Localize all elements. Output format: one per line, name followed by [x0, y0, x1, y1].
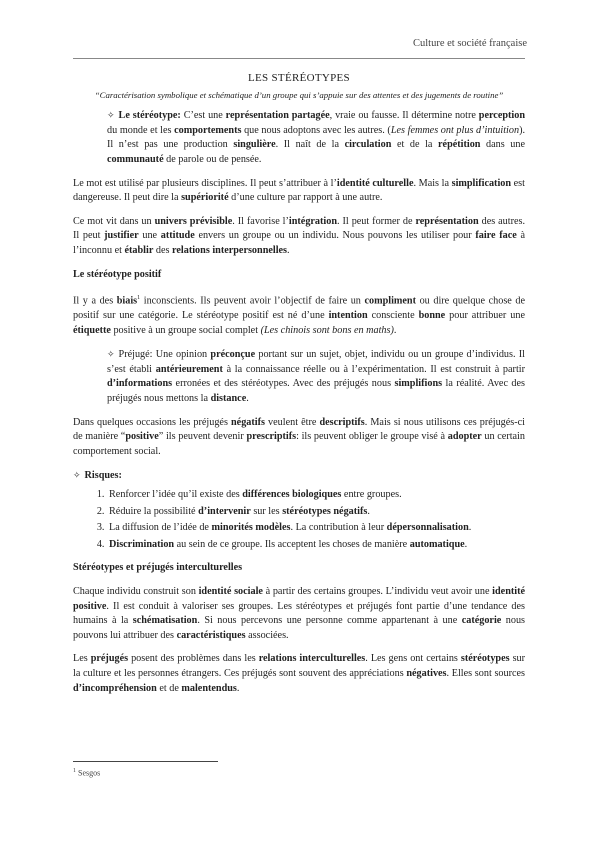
- list-item: 4. Discrimination au sein de ce groupe. Ils acceptent les choses de manière automatique.: [107, 538, 525, 553]
- definition-paragraph: ✧ Le stéréotype: C’est une représentation partagée, vraie ou fausse. Il détermine notre perception du monde et les comportements que nous adoptons avec les autres. (Les femmes ont plus d’intuition). Il n’est pas une production singulière. Il naît de la circulation et de la répétition dans une communauté de parole ou de pensée.: [107, 110, 526, 165]
- list-item: 1. Renforcer l’idée qu’il existe des différences biologiques entre groupes.: [107, 488, 525, 503]
- paragraph-universe: Ce mot vit dans un univers prévisible. Il favorise l’intégration. Il peut former de représentation des autres. Il peut justifier une attitude envers un groupe ou un individu. Nous pouvons les utiliser pour faire face à l’inconnu et établir des relations interpersonnelles.: [73, 215, 526, 256]
- diamond-bullet-icon: ✧: [73, 470, 81, 481]
- footnote: $^1$ Sesgos: [73, 768, 101, 778]
- section-heading-intercultural: Stéréotypes et préjugés interculturelles: [73, 562, 243, 574]
- header-divider: [73, 58, 525, 59]
- paragraph-descriptive: Dans quelques occasions les préjugés négatifs veulent être descriptifs. Mais si nous utilisons ces préjugés-ci de manière “positive” ils peuvent devenir prescriptifs: ils peuvent obliger le groupe visé à adopter un certain comportement social.: [73, 416, 525, 457]
- diamond-bullet-icon: ✧: [107, 110, 115, 121]
- paragraph-biases: Il y a des biais$^1$ inconscients. Ils peuvent avoir l’objectif de faire un compliment ou dire quelque chose de positif sur une catégorie. Le stéréotype positif est né d’une intention consciente bonne pour attribuer une étiquette positive à un groupe social complet (Les chinois sont bons en maths).: [73, 295, 526, 336]
- risks-label: ✧ Risques:: [73, 470, 122, 482]
- list-item: 2. Réduire la possibilité d’intervenir sur les stéréotypes négatifs.: [107, 505, 525, 520]
- footnote-ref: 1: [137, 295, 141, 302]
- paragraph-disciplines: Le mot est utilisé par plusieurs disciplines. Il peut s’attribuer à l’identité culturelle. Mais la simplification est dangereuse. Il peut dire la supériorité d’une culture par rapport à une autre.: [73, 177, 525, 204]
- document-body: [73, 71, 525, 705]
- page-title: LES STÉRÉOTYPES: [248, 72, 350, 84]
- section-heading-positive: Le stéréotype positif: [73, 268, 162, 280]
- page-header: Culture et société française: [413, 38, 527, 49]
- page-subtitle: “Caractérisation symbolique et schématique d’un groupe qui s’appuie sur des attentes et des jugements de routine”: [94, 89, 504, 100]
- footnote-divider: [73, 761, 218, 762]
- paragraph-intercultural-relations: Les préjugés posent des problèmes dans les relations interculturelles. Les gens ont certains stéréotypes sur la culture et les personnes étrangers. Ces préjugés sont souvent des appréciations négatives. Elles sont sources d’incompréhension et de malentendus.: [73, 653, 526, 694]
- prejudice-paragraph: ✧ Préjugé: Une opinion préconçue portant sur un sujet, objet, individu ou un groupe d’individus. Il s’est établi antérieurement à la connaissance réelle ou à l’expérimentation. Il est construit à partir d’informations erronées et des stéréotypes. Avec des préjugés nous simplifions la réalité. Avec des préjugés nous mettons la distance.: [107, 349, 525, 405]
- list-item: 3. La diffusion de l’idée de minorités modèles. La contribution à leur dépersonnalisation.: [107, 521, 525, 536]
- paragraph-social-identity: Chaque individu construit son identité sociale à partir des certains groupes. L’individu veut avoir une identité positive. Il est conduit à valoriser ses groupes. Les stéréotypes et préjugés font partie d’une tendance des humains à la schématisation. Si nous percevons une personne comme appartenant à une catégorie nous pouvons lui attribuer des caractéristiques associées.: [73, 586, 526, 641]
- diamond-bullet-icon: ✧: [107, 349, 115, 360]
- risks-list: [73, 488, 525, 552]
